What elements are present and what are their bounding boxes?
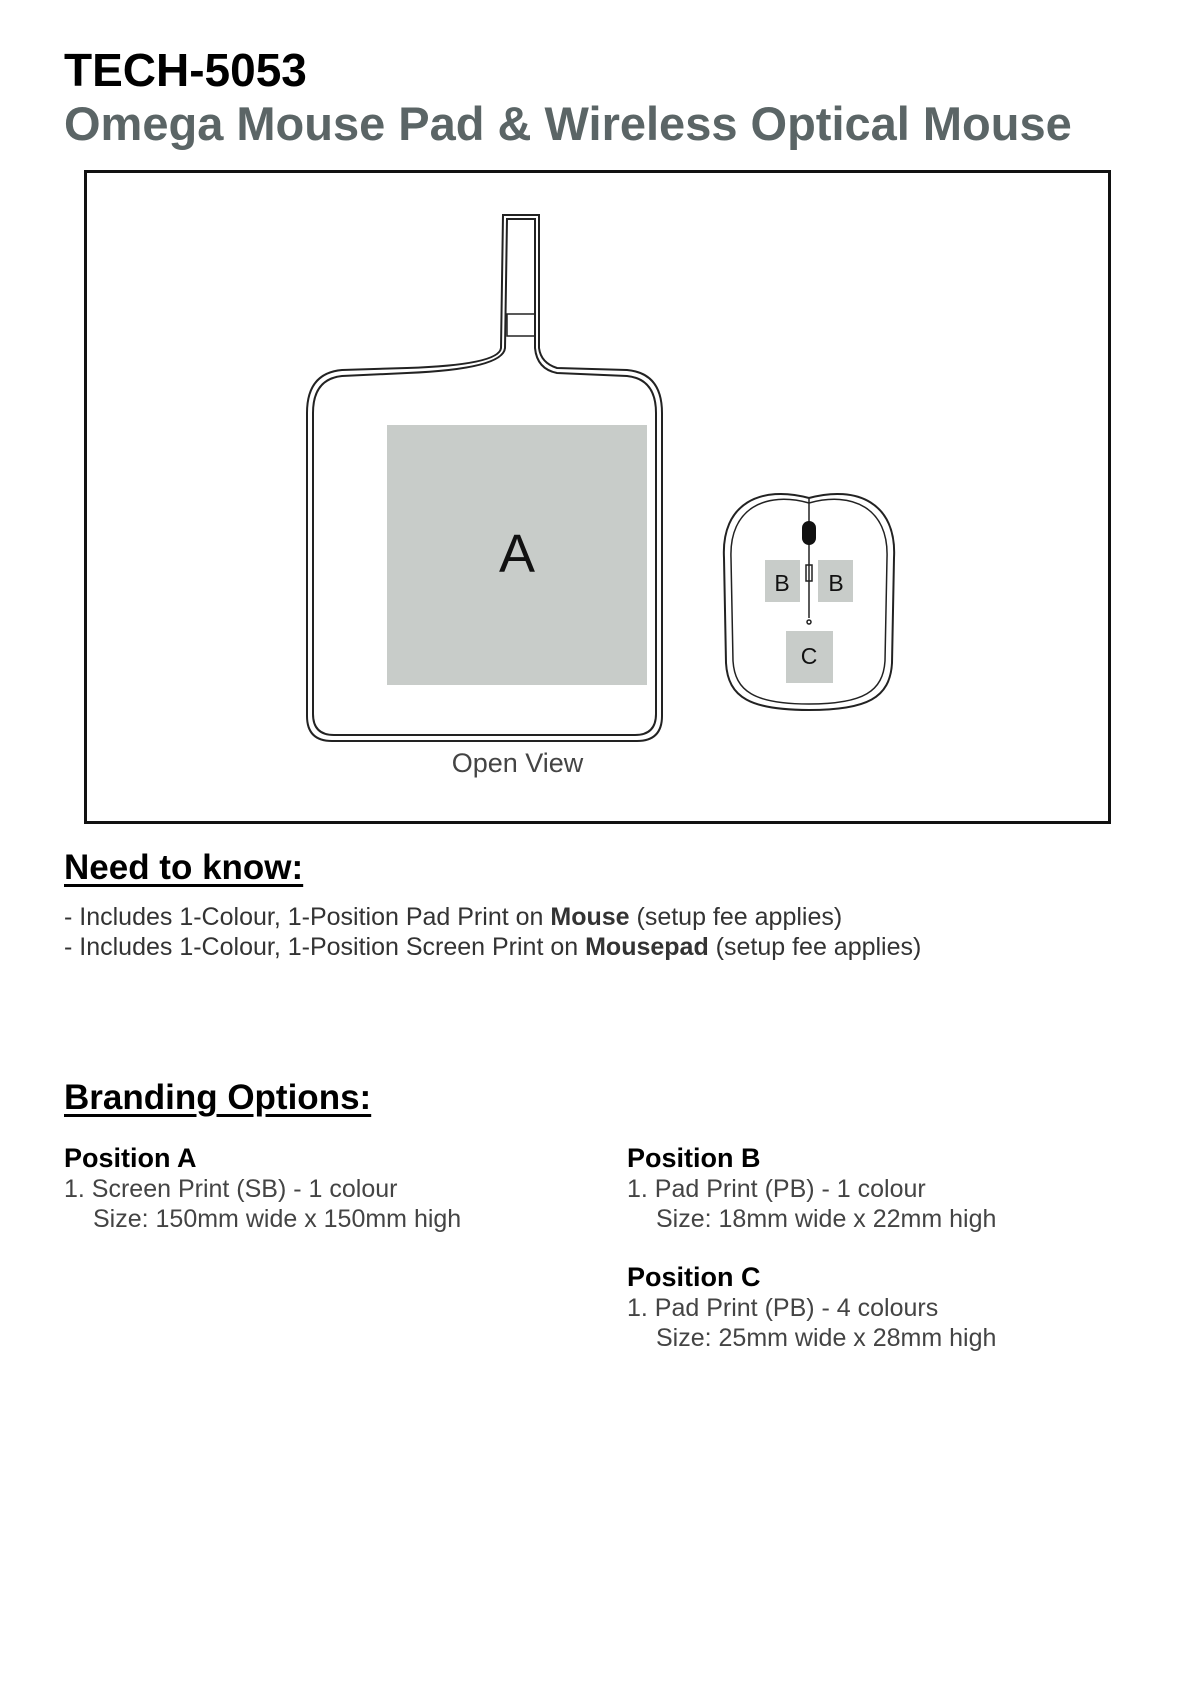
position-method: 1. Pad Print (PB) - 1 colour	[627, 1175, 926, 1203]
print-area-b-left-label: B	[774, 570, 790, 596]
position-title: Position A	[64, 1143, 197, 1173]
position-title: Position C	[627, 1262, 761, 1292]
view-caption: Open View	[451, 748, 584, 778]
position-c-block	[627, 1261, 1127, 1353]
print-area-a-label: A	[498, 524, 536, 584]
position-method: 1. Pad Print (PB) - 4 colours	[627, 1294, 939, 1322]
print-area-c-label: C	[800, 643, 818, 669]
product-title: Omega Mouse Pad & Wireless Optical Mouse	[64, 97, 1072, 150]
position-a-block	[64, 1142, 564, 1234]
branding-options-heading: Branding Options:	[64, 1078, 372, 1117]
position-title: Position B	[627, 1143, 761, 1173]
product-code: TECH-5053	[64, 44, 307, 96]
position-size: Size: 18mm wide x 22mm high	[656, 1205, 997, 1233]
need-to-know-item: - Includes 1-Colour, 1-Position Pad Print on Mouse (setup fee applies)	[64, 903, 843, 931]
position-b-block	[627, 1142, 1127, 1234]
position-method: 1. Screen Print (SB) - 1 colour	[64, 1175, 398, 1203]
product-figure	[84, 170, 1111, 824]
need-to-know-heading: Need to know:	[64, 848, 304, 887]
position-size: Size: 150mm wide x 150mm high	[93, 1205, 462, 1233]
product-diagram	[87, 173, 1108, 821]
need-to-know-item: - Includes 1-Colour, 1-Position Screen Print on Mousepad (setup fee applies)	[64, 933, 922, 961]
position-size: Size: 25mm wide x 28mm high	[656, 1324, 997, 1352]
print-area-b-right-label: B	[828, 570, 844, 596]
scroll-wheel	[802, 521, 816, 545]
